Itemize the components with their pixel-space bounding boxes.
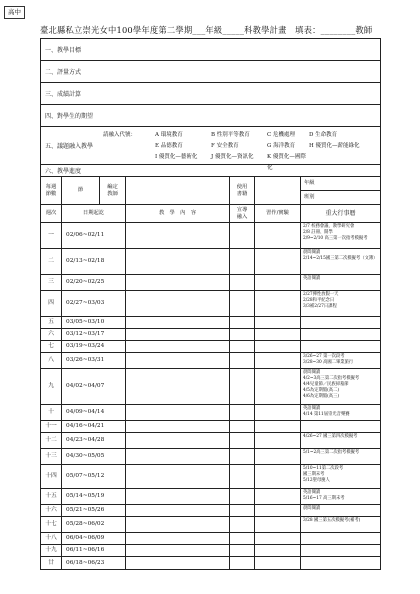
textbook-value bbox=[255, 177, 301, 204]
week-advocacy bbox=[230, 223, 255, 248]
week-number: 十六 bbox=[41, 505, 62, 516]
issue-option: I 優質化—藝術化 bbox=[155, 154, 198, 160]
week-dates: 03/05~03/10 bbox=[62, 317, 126, 328]
course-info-row bbox=[41, 177, 380, 205]
week-advocacy bbox=[230, 533, 255, 544]
week-dates: 04/30~05/05 bbox=[62, 449, 126, 464]
issue-option: E 品德教育 bbox=[155, 143, 183, 149]
issue-option-line bbox=[103, 141, 380, 152]
week-events bbox=[301, 449, 380, 464]
section-label: 四、對學生的期望 bbox=[45, 113, 94, 120]
event-item: 晨間閱讀 bbox=[303, 370, 321, 375]
issue-prefix: 請融入代號： bbox=[103, 132, 137, 138]
week-homework bbox=[255, 405, 301, 420]
week-row bbox=[41, 421, 380, 433]
week-homework bbox=[255, 275, 301, 290]
week-content bbox=[126, 405, 230, 420]
weekly-hours-unit: 節 bbox=[62, 177, 100, 204]
week-content bbox=[126, 421, 230, 432]
col-events: 重大行事曆 bbox=[325, 210, 356, 217]
event-item: 5/1~2高三第二次指考模擬考 bbox=[303, 450, 360, 455]
issue-option: H 優質化—薪能綠化 bbox=[309, 143, 360, 149]
editor-teacher-value bbox=[126, 177, 230, 204]
week-number: 四 bbox=[41, 291, 62, 316]
week-content bbox=[126, 369, 230, 404]
event-item: 2/14~2/15國三第二次模擬考（文簿） bbox=[303, 256, 378, 261]
week-number: 廿 bbox=[41, 557, 62, 569]
week-dates: 03/19~03/24 bbox=[62, 341, 126, 352]
issue-code-list bbox=[103, 127, 380, 171]
issue-option: C 危機處理 bbox=[267, 132, 295, 138]
week-dates: 04/09~04/14 bbox=[62, 405, 126, 420]
week-content bbox=[126, 465, 230, 488]
section-assessment bbox=[41, 61, 380, 83]
section-issue-integration bbox=[41, 127, 380, 171]
week-homework bbox=[255, 317, 301, 328]
week-homework bbox=[255, 505, 301, 516]
week-content bbox=[126, 533, 230, 544]
week-content bbox=[126, 223, 230, 248]
event-item: 3/26~27 第一次段考 bbox=[303, 354, 345, 359]
issue-option: J 優質化—資訊化 bbox=[211, 154, 254, 160]
event-item: 4/14 第11屆崇光音樂賽 bbox=[303, 412, 350, 417]
week-advocacy bbox=[230, 449, 255, 464]
textbook-label: 使用 書籍 bbox=[230, 177, 255, 204]
week-dates: 04/16~04/21 bbox=[62, 421, 126, 432]
issue-option: G 海洋教育 bbox=[267, 143, 296, 149]
week-advocacy bbox=[230, 545, 255, 556]
col-advocacy: 宣導 融入 bbox=[230, 205, 255, 222]
week-row bbox=[41, 505, 380, 517]
week-number: 十一 bbox=[41, 421, 62, 432]
editor-teacher-label: 編定 教師 bbox=[100, 177, 126, 204]
section-label: 三、成績計算 bbox=[45, 91, 82, 98]
teaching-plan-form bbox=[40, 38, 381, 570]
school-level-badge: 高中 bbox=[4, 6, 25, 19]
week-dates: 03/12~03/17 bbox=[62, 329, 126, 340]
event-item: 2/28和平紀念日 bbox=[303, 298, 335, 303]
issue-indent bbox=[103, 141, 155, 152]
week-number: 十五 bbox=[41, 489, 62, 504]
week-events bbox=[301, 405, 380, 420]
event-item: 晨間閱讀 bbox=[303, 250, 321, 255]
week-row bbox=[41, 223, 380, 249]
week-row bbox=[41, 249, 380, 275]
week-events bbox=[301, 433, 380, 448]
week-row bbox=[41, 291, 380, 317]
week-number: 十九 bbox=[41, 545, 62, 556]
week-advocacy bbox=[230, 275, 255, 290]
week-content bbox=[126, 505, 230, 516]
section-label: 二、評量方式 bbox=[45, 69, 82, 76]
week-dates: 02/13~02/18 bbox=[62, 249, 126, 274]
week-homework bbox=[255, 329, 301, 340]
section-label: 一、教學目標 bbox=[45, 47, 82, 54]
week-row bbox=[41, 557, 380, 569]
week-events bbox=[301, 517, 380, 532]
week-row bbox=[41, 489, 380, 505]
week-number: 十八 bbox=[41, 533, 62, 544]
event-item: 3/3補2/27日課程 bbox=[303, 304, 337, 309]
week-advocacy bbox=[230, 317, 255, 328]
week-dates: 05/14~05/19 bbox=[62, 489, 126, 504]
week-homework bbox=[255, 341, 301, 352]
issue-option: D 生命教育 bbox=[309, 132, 338, 138]
section-label: 六、教學進度 bbox=[45, 168, 82, 175]
event-item: 5/10~11第二次段考 bbox=[303, 466, 344, 471]
week-content bbox=[126, 249, 230, 274]
week-homework bbox=[255, 353, 301, 368]
section-label: 五、議題融入教學 bbox=[45, 143, 94, 150]
event-item: 4/5為定期假(高二) bbox=[303, 388, 340, 393]
week-dates: 05/21~05/26 bbox=[62, 505, 126, 516]
event-item: 5/12聖母慶人 bbox=[303, 478, 330, 483]
week-advocacy bbox=[230, 353, 255, 368]
event-item: 4/26~27 國三第四次模擬考 bbox=[303, 434, 358, 439]
event-item: 2/8 註冊、開學 bbox=[303, 230, 333, 235]
week-advocacy bbox=[230, 433, 255, 448]
section-teaching-goals bbox=[41, 39, 380, 61]
week-events bbox=[301, 353, 380, 368]
event-item: 3/28~30 高國二畢業旅行 bbox=[303, 360, 354, 365]
issue-option-line bbox=[103, 130, 380, 141]
week-row bbox=[41, 433, 380, 449]
grade-label: 年級 bbox=[301, 177, 380, 191]
event-item: 5/16~17 高三期末考 bbox=[303, 496, 345, 501]
section-expectations bbox=[41, 105, 380, 127]
event-item: 4/4兒童節／民族掃墓節 bbox=[303, 382, 349, 387]
week-row bbox=[41, 329, 380, 341]
week-row bbox=[41, 369, 380, 405]
week-number: 三 bbox=[41, 275, 62, 290]
week-number: 十七 bbox=[41, 517, 62, 532]
week-advocacy bbox=[230, 291, 255, 316]
event-item: 英語閱讀 bbox=[303, 276, 321, 281]
week-homework bbox=[255, 533, 301, 544]
week-dates: 06/04~06/09 bbox=[62, 533, 126, 544]
grade-class-cell bbox=[301, 177, 380, 204]
week-number: 五 bbox=[41, 317, 62, 328]
week-advocacy bbox=[230, 421, 255, 432]
week-dates: 02/06~02/11 bbox=[62, 223, 126, 248]
issue-option: A 環境教育 bbox=[155, 132, 183, 138]
week-events bbox=[301, 317, 380, 328]
week-events bbox=[301, 369, 380, 404]
event-item: 3/28 國三第五次模擬考(補考) bbox=[303, 518, 361, 523]
week-number: 十四 bbox=[41, 465, 62, 488]
week-homework bbox=[255, 449, 301, 464]
week-advocacy bbox=[230, 517, 255, 532]
week-events bbox=[301, 275, 380, 290]
week-content bbox=[126, 341, 230, 352]
col-week: 週次 bbox=[41, 205, 62, 222]
week-events bbox=[301, 545, 380, 556]
event-item: 4/2~3高三第二次指考模擬考 bbox=[303, 376, 360, 381]
week-dates: 06/18~06/23 bbox=[62, 557, 126, 569]
week-content bbox=[126, 489, 230, 504]
col-dates: 日期起訖 bbox=[62, 205, 126, 222]
week-advocacy bbox=[230, 329, 255, 340]
week-number: 十 bbox=[41, 405, 62, 420]
week-content bbox=[126, 317, 230, 328]
week-row bbox=[41, 405, 380, 421]
week-events bbox=[301, 421, 380, 432]
week-homework bbox=[255, 433, 301, 448]
schedule-body bbox=[41, 223, 380, 569]
section-grading bbox=[41, 83, 380, 105]
event-item: 國三期末考 bbox=[303, 472, 325, 477]
week-number: 十三 bbox=[41, 449, 62, 464]
week-dates: 02/27~03/03 bbox=[62, 291, 126, 316]
week-content bbox=[126, 545, 230, 556]
week-number: 二 bbox=[41, 249, 62, 274]
week-events bbox=[301, 533, 380, 544]
week-homework bbox=[255, 249, 301, 274]
weekly-hours-label: 每週 節數 bbox=[41, 177, 62, 204]
week-number: 九 bbox=[41, 369, 62, 404]
week-homework bbox=[255, 465, 301, 488]
week-dates: 04/02~04/07 bbox=[62, 369, 126, 404]
week-content bbox=[126, 291, 230, 316]
event-item: 2/7 校務會議、教學研究會 bbox=[303, 224, 355, 229]
issue-option: K 優質化—國際化 bbox=[267, 154, 306, 171]
issue-option: F 安全教育 bbox=[211, 143, 239, 149]
col-homework: 習作/實驗 bbox=[255, 205, 301, 222]
week-row bbox=[41, 275, 380, 291]
event-item: 4/6為定期假(高三) bbox=[303, 394, 340, 399]
week-events bbox=[301, 489, 380, 504]
section-schedule bbox=[41, 165, 380, 177]
week-row bbox=[41, 517, 380, 533]
event-item: 英語閱讀 bbox=[303, 490, 321, 495]
week-dates: 05/07~05/12 bbox=[62, 465, 126, 488]
week-number: 七 bbox=[41, 341, 62, 352]
schedule-header bbox=[41, 205, 380, 223]
week-advocacy bbox=[230, 465, 255, 488]
week-number: 十二 bbox=[41, 433, 62, 448]
week-advocacy bbox=[230, 369, 255, 404]
week-row bbox=[41, 545, 380, 557]
event-item: 英語閱讀 bbox=[303, 406, 321, 411]
week-events bbox=[301, 249, 380, 274]
week-content bbox=[126, 433, 230, 448]
col-content: 教 學 內 容 bbox=[126, 205, 230, 222]
week-homework bbox=[255, 369, 301, 404]
week-dates: 04/23~04/28 bbox=[62, 433, 126, 448]
week-events bbox=[301, 291, 380, 316]
week-advocacy bbox=[230, 249, 255, 274]
event-item: 2/9~2/10 高三第一次指考模擬考 bbox=[303, 236, 368, 241]
week-row bbox=[41, 533, 380, 545]
week-dates: 06/11~06/16 bbox=[62, 545, 126, 556]
week-advocacy bbox=[230, 505, 255, 516]
week-advocacy bbox=[230, 341, 255, 352]
week-homework bbox=[255, 421, 301, 432]
event-item: 2/27彈性放假一天 bbox=[303, 292, 339, 297]
week-advocacy bbox=[230, 489, 255, 504]
week-advocacy bbox=[230, 405, 255, 420]
week-row bbox=[41, 341, 380, 353]
week-advocacy bbox=[230, 557, 255, 569]
week-dates: 02/20~02/25 bbox=[62, 275, 126, 290]
week-number: 一 bbox=[41, 223, 62, 248]
week-content bbox=[126, 449, 230, 464]
week-number: 六 bbox=[41, 329, 62, 340]
week-events bbox=[301, 557, 380, 569]
week-number: 八 bbox=[41, 353, 62, 368]
week-dates: 05/28~06/02 bbox=[62, 517, 126, 532]
week-row bbox=[41, 465, 380, 489]
week-homework bbox=[255, 557, 301, 569]
week-homework bbox=[255, 517, 301, 532]
event-item: 晨間閱讀 bbox=[303, 506, 321, 511]
week-content bbox=[126, 557, 230, 569]
week-row bbox=[41, 449, 380, 465]
week-events bbox=[301, 223, 380, 248]
week-row bbox=[41, 317, 380, 329]
week-events bbox=[301, 465, 380, 488]
week-content bbox=[126, 353, 230, 368]
week-events bbox=[301, 341, 380, 352]
week-dates: 03/26~03/31 bbox=[62, 353, 126, 368]
week-events bbox=[301, 505, 380, 516]
week-homework bbox=[255, 291, 301, 316]
week-content bbox=[126, 275, 230, 290]
week-homework bbox=[255, 223, 301, 248]
class-label: 班別 bbox=[304, 194, 315, 200]
week-content bbox=[126, 517, 230, 532]
page-title: 臺北縣私立崇光女中100學年度第二學期___年級_____科教學計畫 填表：________教師 bbox=[40, 25, 373, 35]
week-events bbox=[301, 329, 380, 340]
week-content bbox=[126, 329, 230, 340]
week-homework bbox=[255, 545, 301, 556]
week-row bbox=[41, 353, 380, 369]
week-homework bbox=[255, 489, 301, 504]
issue-option: B 性別平等教育 bbox=[211, 132, 250, 138]
